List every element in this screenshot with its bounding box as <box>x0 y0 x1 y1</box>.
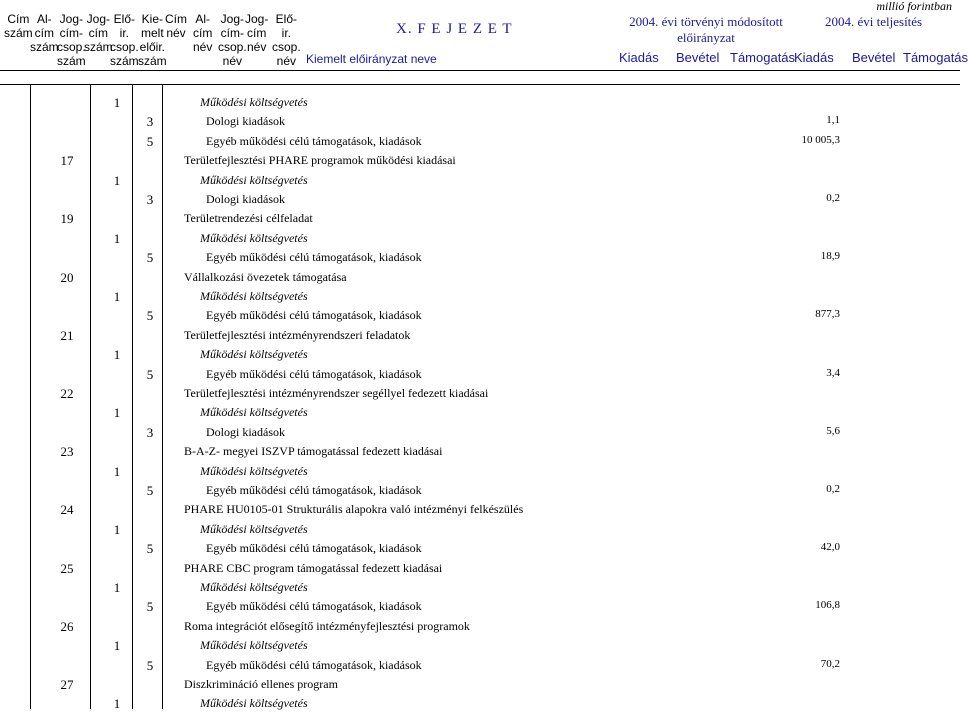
row-label: B-A-Z- megyei ISZVP támogatással fedezett kiadásai <box>184 444 443 458</box>
actual-performance-title: 2004. évi teljesítés <box>825 14 923 29</box>
money-column-header: Bevétel <box>852 50 896 65</box>
title-number: 24 <box>60 502 74 517</box>
money-column-header: Bevétel <box>676 50 720 65</box>
table-row <box>0 114 960 133</box>
column-header-line: csop. <box>272 40 301 54</box>
column-header-line: Cím <box>7 12 30 26</box>
column-header-line: ir. <box>119 26 130 40</box>
row-label: Területfejlesztési intézményrendszer segéllyel fedezett kiadásai <box>184 386 489 400</box>
row-label: Egyéb működési célú támogatások, kiadások <box>206 134 422 148</box>
table-row <box>0 502 960 521</box>
title-number: 17 <box>60 153 74 168</box>
column-header-line: cím <box>88 26 108 40</box>
appropriation-group-number: 1 <box>113 347 121 362</box>
table-row <box>0 677 960 696</box>
expenditure-value: 1,1 <box>826 114 840 126</box>
column-header-line: Jog- <box>245 12 269 26</box>
legal-title-number: 3 <box>146 192 154 207</box>
title-number: 21 <box>60 328 74 343</box>
row-label: Egyéb működési célú támogatások, kiadások <box>206 541 422 555</box>
table-row <box>0 153 960 172</box>
appropriation-group-number: 1 <box>113 522 121 537</box>
column-header-line: szám <box>110 54 139 68</box>
table-row <box>0 580 960 599</box>
column-header <box>138 12 167 68</box>
column-header-line: szám <box>138 54 167 68</box>
row-label: Területrendezési célfeladat <box>184 211 313 225</box>
title-number: 27 <box>60 677 74 692</box>
expenditure-value: 0,2 <box>826 192 840 204</box>
expenditure-value: 106,8 <box>815 599 840 611</box>
title-number: 25 <box>60 561 74 576</box>
table-row <box>0 173 960 192</box>
column-header <box>110 12 139 68</box>
table-row <box>0 425 960 444</box>
money-column-header: Kiadás <box>619 50 659 65</box>
appropriation-group-number: 1 <box>113 173 121 188</box>
appropriation-group-number: 1 <box>113 95 121 110</box>
row-label: Egyéb működési célú támogatások, kiadások <box>206 250 422 264</box>
legal-title-number: 5 <box>146 367 154 382</box>
column-header-line: Jog- <box>220 12 245 26</box>
expenditure-value: 0,2 <box>826 483 840 495</box>
legal-title-number: 3 <box>146 425 154 440</box>
expenditure-value: 5,6 <box>826 425 840 437</box>
column-header-line: szám <box>30 40 59 54</box>
table-row <box>0 696 960 715</box>
row-label: Területfejlesztési PHARE programok működési kiadásai <box>184 153 456 167</box>
money-column-header: Támogatás <box>730 50 796 65</box>
row-label: Egyéb működési célú támogatások, kiadások <box>206 658 422 672</box>
column-header-line: Al- <box>37 12 52 26</box>
column-header-line: Jog- <box>59 12 84 26</box>
column-header-line: ir. <box>281 26 292 40</box>
chapter-title: X. F E J E Z E T <box>396 21 513 37</box>
column-header <box>57 12 86 68</box>
column-header-line: melt <box>141 26 164 40</box>
unit-label: millió forintban <box>876 0 952 13</box>
row-label: Működési költségvetés <box>200 347 308 361</box>
table-top-rule <box>0 84 960 85</box>
legal-title-number: 5 <box>146 599 154 614</box>
row-label: Diszkrimináció ellenes program <box>184 677 338 691</box>
title-number: 19 <box>60 211 74 226</box>
column-header-line: cím <box>34 26 54 40</box>
row-label: Működési költségvetés <box>200 522 308 536</box>
column-header-line: szám <box>57 54 86 68</box>
money-column-header: Támogatás <box>903 50 968 65</box>
table-row <box>0 619 960 638</box>
legal-title-number: 5 <box>146 308 154 323</box>
row-label: Működési költségvetés <box>200 231 308 245</box>
row-label: Területfejlesztési intézményrendszeri feladatok <box>184 328 411 342</box>
column-header-line: név <box>193 40 213 54</box>
table-row <box>0 599 960 618</box>
row-label: Egyéb működési célú támogatások, kiadások <box>206 367 422 381</box>
row-label: PHARE HU0105-01 Strukturális alapokra való intézményi felkészülés <box>184 502 524 516</box>
column-header-line: név <box>166 26 186 40</box>
row-label: Dologi kiadások <box>206 425 285 439</box>
title-number: 20 <box>60 270 74 285</box>
column-header-line: Kie- <box>141 12 163 26</box>
column-header-line: csop. <box>110 40 139 54</box>
column-header-line: csop. <box>57 40 86 54</box>
table-row <box>0 328 960 347</box>
column-header <box>272 12 301 68</box>
row-label: PHARE CBC program támogatással fedezett kiadásai <box>184 561 443 575</box>
column-header <box>245 12 268 54</box>
table-row <box>0 386 960 405</box>
legal-title-number: 5 <box>146 541 154 556</box>
table-row <box>0 483 960 502</box>
column-header-line: cím- <box>59 26 83 40</box>
row-label: Működési költségvetés <box>200 638 308 652</box>
row-label: Működési költségvetés <box>200 405 308 419</box>
table-row <box>0 541 960 560</box>
column-header <box>165 12 187 40</box>
row-label: Működési költségvetés <box>200 464 308 478</box>
row-label: Működési költségvetés <box>200 580 308 594</box>
expenditure-value: 877,3 <box>815 308 840 320</box>
highlighted-appropriation-name-header: Kiemelt előirányzat neve <box>306 52 437 66</box>
legal-title-number: 5 <box>146 658 154 673</box>
row-label: Működési költségvetés <box>200 173 308 187</box>
table-row <box>0 367 960 386</box>
column-header-line: Cím <box>165 12 187 26</box>
column-header <box>84 12 113 54</box>
appropriation-group-number: 1 <box>113 464 121 479</box>
legal-title-number: 5 <box>146 134 154 149</box>
column-header-line: név <box>246 40 267 54</box>
planned-appropriation-title: 2004. évi törvényi módosított előirányzat <box>629 14 783 45</box>
table-row <box>0 211 960 230</box>
title-number: 22 <box>60 386 74 401</box>
appropriation-group-number: 1 <box>113 580 121 595</box>
expenditure-value: 10 005,3 <box>801 134 840 146</box>
table-row <box>0 308 960 327</box>
column-header-line: Elő- <box>113 12 136 26</box>
table-row <box>0 231 960 250</box>
column-header-line: név <box>276 54 297 68</box>
column-header <box>193 12 212 54</box>
column-header-line: Elő- <box>275 12 298 26</box>
table-row <box>0 289 960 308</box>
legal-title-number: 5 <box>146 250 154 265</box>
table-row <box>0 638 960 657</box>
column-header-line: csop. <box>218 40 247 54</box>
table-row <box>0 444 960 463</box>
column-header-line: cím <box>247 26 267 40</box>
table-row <box>0 347 960 366</box>
appropriation-group-number: 1 <box>113 289 121 304</box>
expenditure-value: 3,4 <box>826 367 840 379</box>
table-row <box>0 192 960 211</box>
table-row <box>0 405 960 424</box>
table-row <box>0 464 960 483</box>
table-row <box>0 658 960 677</box>
appropriation-group-number: 1 <box>113 231 121 246</box>
row-label: Egyéb működési célú támogatások, kiadások <box>206 599 422 613</box>
row-label: Dologi kiadások <box>206 114 285 128</box>
table-row <box>0 250 960 269</box>
appropriation-group-number: 1 <box>113 696 121 711</box>
column-header-line: szám <box>84 40 113 54</box>
expenditure-value: 42,0 <box>820 541 840 553</box>
row-label: Egyéb működési célú támogatások, kiadások <box>206 483 422 497</box>
row-label: Dologi kiadások <box>206 192 285 206</box>
column-header-line: szám <box>4 26 33 40</box>
column-header <box>218 12 247 68</box>
column-header <box>30 12 59 54</box>
expenditure-value: 18,9 <box>820 250 840 262</box>
table-row <box>0 134 960 153</box>
legal-title-number: 3 <box>146 114 154 129</box>
row-label: Működési költségvetés <box>200 95 308 109</box>
row-label: Vállalkozási övezetek támogatása <box>184 270 347 284</box>
column-header-line: Jog- <box>86 12 110 26</box>
table-row <box>0 522 960 541</box>
appropriation-group-number: 1 <box>113 638 121 653</box>
appropriation-group-number: 1 <box>113 405 121 420</box>
title-number: 23 <box>60 444 74 459</box>
row-label: Működési költségvetés <box>200 696 308 710</box>
row-label: Roma integrációt elősegítő intézményfejlesztési programok <box>184 619 470 633</box>
expenditure-value: 70,2 <box>820 658 840 670</box>
title-number: 26 <box>60 619 74 634</box>
row-label: Egyéb működési célú támogatások, kiadások <box>206 308 422 322</box>
table-row <box>0 270 960 289</box>
money-column-header: Kiadás <box>794 50 834 65</box>
column-header-line: név <box>222 54 243 68</box>
column-header-line: cím <box>193 26 213 40</box>
table-row <box>0 95 960 114</box>
table-row <box>0 561 960 580</box>
legal-title-number: 5 <box>146 483 154 498</box>
column-header-line: Al- <box>195 12 211 26</box>
row-label: Működési költségvetés <box>200 289 308 303</box>
column-header-line: cím- <box>220 26 244 40</box>
header-bottom-rule <box>0 70 960 71</box>
column-header-line: előir. <box>139 40 166 54</box>
column-header <box>4 12 33 40</box>
